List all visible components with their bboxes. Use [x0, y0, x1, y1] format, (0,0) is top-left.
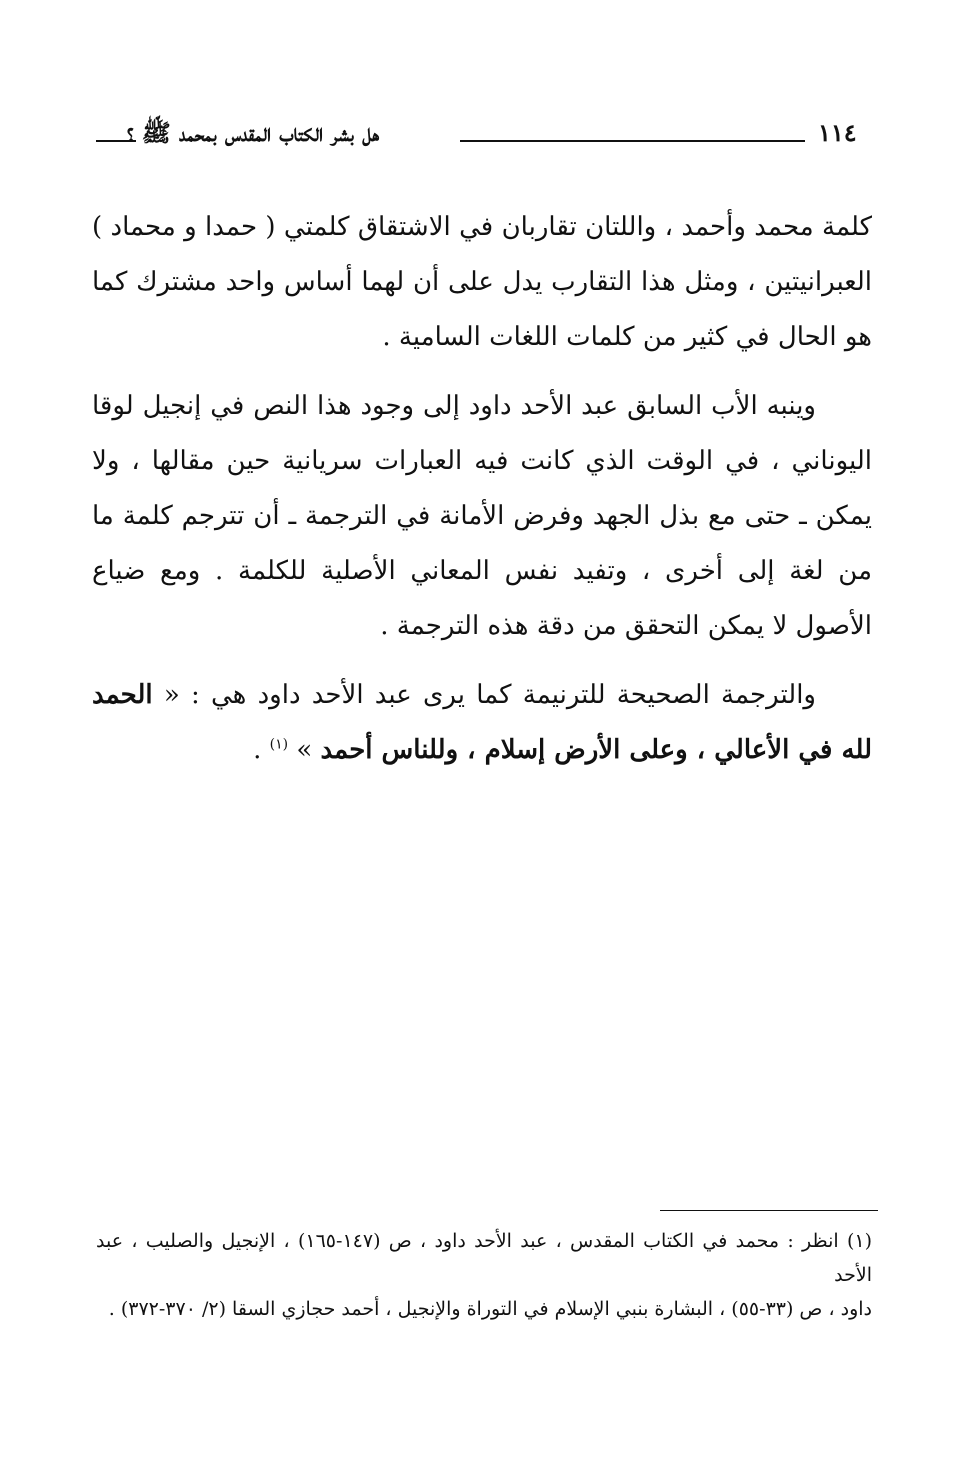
page-number: ١١٤ — [818, 118, 857, 147]
hymn-quote: الحمد لله في الأعالي ، وعلى الأرض إسلام ، وللناس أحمد — [92, 680, 872, 765]
header-rule-middle — [460, 140, 805, 142]
footnote-separator — [660, 1210, 878, 1211]
running-header — [88, 118, 878, 158]
body-text — [92, 200, 872, 792]
paragraph-1: كلمة محمد وأحمد ، واللتان تقاربان في الاشتقاق كلمتي ( حمدا و محماد ) العبرانيتين ، ومثل هذا التقارب يدل على أن لهما أساس واحد مشترك كما هو الحال في كثير من كلمات اللغات السامية . — [92, 212, 872, 352]
paragraph-3-end: . — [253, 735, 270, 765]
paragraph-3-lead: والترجمة الصحيحة للترنيمة كما يرى عبد الأحد داود هي : « — [152, 680, 816, 710]
paragraph-3 — [92, 668, 872, 778]
quote-close: » — [296, 735, 321, 765]
footnote-1-line-1: (١) انظر : محمد في الكتاب المقدس ، عبد الأحد داود ، ص (١٤٧-١٦٥) ، الإنجيل والصليب ، عبد الأحد — [96, 1230, 873, 1286]
footnotes — [96, 1224, 872, 1326]
footnote-1-line-2: داود ، ص (٣٣-٥٥) ، البشارة بنبي الإسلام في التوراة والإنجيل ، أحمد حجازي السقا (٢/ ٣٧٠-٣٧٢) . — [108, 1298, 872, 1320]
paragraph-2: وينبه الأب السابق عبد الأحد داود إلى وجود هذا النص في إنجيل لوقا اليوناني ، في الوقت الذي كانت فيه العبارات سريانية حين مقالها ، ولا يمكن ـ حتى مع بذل الجهد وفرض الأمانة في الترجمة ـ أن تترجم كلمة ما من لغة إلى أخرى ، وتفيد نفس المعاني الأصلية للكلمة . ومع ضياع الأصول لا يمكن التحقق من دقة هذه الترجمة . — [92, 391, 872, 641]
footnote-marker[interactable]: (١) — [269, 736, 289, 753]
running-title: هل بشر الكتاب المقدس بمحمد ﷺ ؟ — [126, 118, 380, 147]
